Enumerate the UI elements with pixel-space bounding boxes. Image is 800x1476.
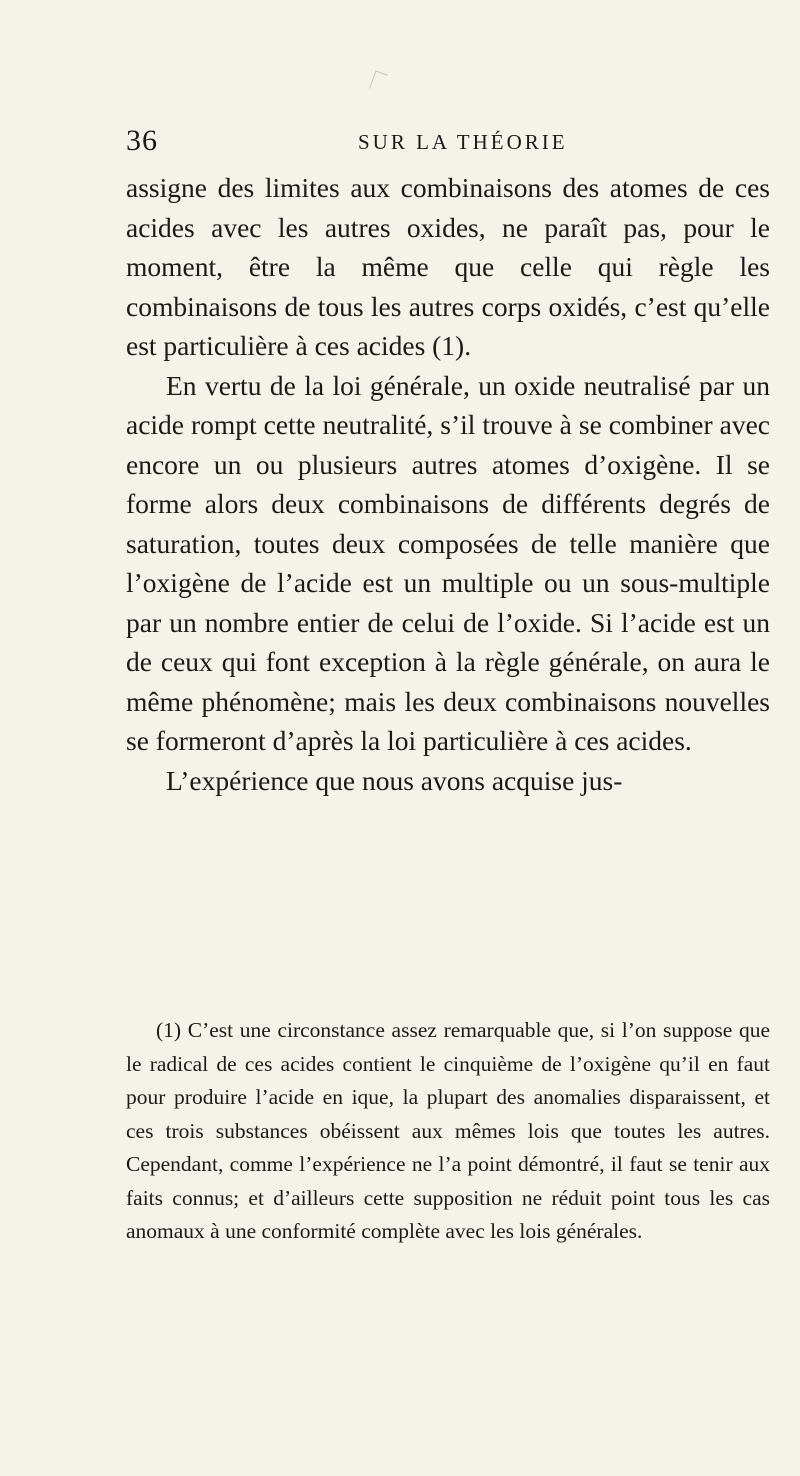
page-number: 36 [126, 124, 158, 157]
paragraph: En vertu de la loi générale, un oxide neutralisé par un acide rompt cette neutralité, s’il trouve à se combiner avec encore un ou plusieurs autres atomes d’oxigène. Il se forme alors deux combinaisons de différents degrés de saturation, toutes deux composées de telle manière que l’oxigène de l’acide est un multiple ou un sous-multiple par un nombre entier de celui de l’oxide. Si l’acide est un de ceux qui font exception à la règle générale, on aura le même phénomène; mais les deux combinaisons nouvelles se formeront d’après la loi particulière à ces acides. [126, 369, 770, 756]
running-title: SUR LA THÉORIE [358, 130, 568, 154]
running-head [126, 124, 686, 164]
footnote-text: (1) C’est une circonstance assez remarquable que, si l’on suppose que le radical de ces acides contient le cinquième de l’oxigène qu’il en faut pour produire l’acide en ique, la plupart des anomalies disparaissent, et ces trois substances obéissent aux mêmes lois que toutes les autres. Cependant, comme l’expérience ne l’a point démontré, il faut se tenir aux faits connus; et d’ailleurs cette supposition ne réduit point tous les cas anomaux à une conformité complète avec les lois générales. [126, 1018, 770, 1243]
body-text [126, 168, 770, 800]
paragraph: assigne des limites aux combinaisons des atomes de ces acides avec les autres oxides, ne paraît pas, pour le moment, être la même que celle qui règle les combinaisons de tous les autres corps oxidés, c’est qu’elle est particulière à ces acides (1). [126, 172, 770, 361]
paragraph: L’expérience que nous avons acquise jus- [166, 764, 623, 796]
footnote [126, 1014, 770, 1249]
ink-mark [369, 70, 388, 92]
